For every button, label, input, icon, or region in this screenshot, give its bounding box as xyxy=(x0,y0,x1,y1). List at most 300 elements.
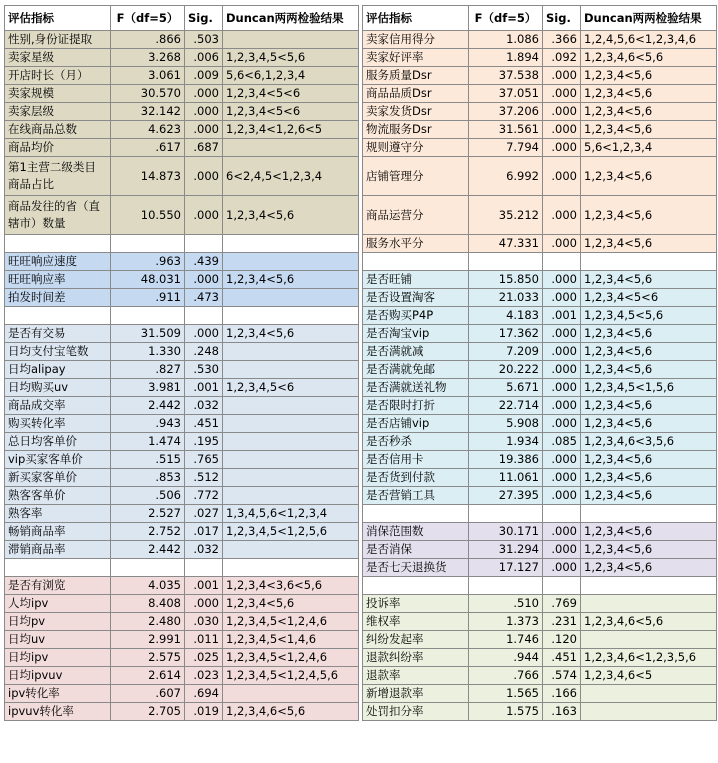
table-row xyxy=(5,31,359,49)
sig-value-cell: .085 xyxy=(543,433,581,451)
table-row xyxy=(5,415,359,433)
header-f: F（df=5） xyxy=(111,6,185,31)
f-value-cell: 3.268 xyxy=(111,49,185,67)
indicator-cell: 卖家星级 xyxy=(5,49,111,67)
table-row xyxy=(363,121,717,139)
table-row xyxy=(363,325,717,343)
duncan-result-cell: 1,2,3,4<5,6 xyxy=(581,157,717,196)
sig-value-cell: .006 xyxy=(185,49,223,67)
indicator-cell: 日均ipv xyxy=(5,649,111,667)
f-value-cell: 48.031 xyxy=(111,271,185,289)
f-value-cell: .506 xyxy=(111,487,185,505)
sig-value-cell: .000 xyxy=(543,157,581,196)
duncan-result-cell xyxy=(223,451,359,469)
duncan-result-cell: 1,2,3,4<5,6 xyxy=(581,469,717,487)
duncan-result-cell: 1,2,3,4,5<1,2,5,6 xyxy=(223,523,359,541)
table-row xyxy=(363,85,717,103)
right-header-row xyxy=(363,6,717,31)
sig-value-cell: .000 xyxy=(543,85,581,103)
indicator-cell: 卖家规模 xyxy=(5,85,111,103)
table-row xyxy=(5,103,359,121)
header-sig: Sig. xyxy=(543,6,581,31)
f-value-cell: 1.746 xyxy=(469,631,543,649)
f-value-cell: 1.934 xyxy=(469,433,543,451)
table-row xyxy=(363,67,717,85)
indicator-cell: 是否有交易 xyxy=(5,325,111,343)
f-value-cell: 2.575 xyxy=(111,649,185,667)
table-row xyxy=(5,121,359,139)
indicator-cell: 商品均价 xyxy=(5,139,111,157)
sig-value-cell: .000 xyxy=(543,196,581,235)
duncan-result-cell: 1,2,3,4,5<5,6 xyxy=(223,49,359,67)
duncan-result-cell: 1,2,3,4,5<6 xyxy=(223,379,359,397)
duncan-result-cell xyxy=(223,415,359,433)
f-value-cell: .944 xyxy=(469,649,543,667)
duncan-result-cell: 1,2,3,4,6<5,6 xyxy=(581,613,717,631)
f-value-cell: 1.330 xyxy=(111,343,185,361)
indicator-cell: 新买家客单价 xyxy=(5,469,111,487)
table-row xyxy=(363,31,717,49)
indicator-cell: 是否限时打折 xyxy=(363,397,469,415)
header-duncan: Duncan两两检验结果 xyxy=(581,6,717,31)
sig-value-cell: .769 xyxy=(543,595,581,613)
table-row xyxy=(363,451,717,469)
f-value-cell: 5.908 xyxy=(469,415,543,433)
header-f: F（df=5） xyxy=(469,6,543,31)
f-value-cell: .943 xyxy=(111,415,185,433)
indicator-cell: 是否消保 xyxy=(363,541,469,559)
sig-value-cell: .000 xyxy=(185,85,223,103)
indicator-cell: 人均ipv xyxy=(5,595,111,613)
indicator-cell: 服务水平分 xyxy=(363,235,469,253)
duncan-result-cell xyxy=(223,361,359,379)
duncan-result-cell xyxy=(223,487,359,505)
spacer-cell xyxy=(363,505,469,523)
f-value-cell: .853 xyxy=(111,469,185,487)
sig-value-cell: .023 xyxy=(185,667,223,685)
sig-value-cell: .000 xyxy=(185,271,223,289)
table-row xyxy=(5,157,359,196)
f-value-cell: .510 xyxy=(469,595,543,613)
table-row xyxy=(5,523,359,541)
duncan-result-cell: 1,2,3,4,5<1,2,4,5,6 xyxy=(223,667,359,685)
sig-value-cell: .451 xyxy=(185,415,223,433)
table-row xyxy=(5,541,359,559)
indicator-cell: 是否设置淘客 xyxy=(363,289,469,307)
spacer-row xyxy=(5,307,359,325)
sig-value-cell: .166 xyxy=(543,685,581,703)
duncan-result-cell xyxy=(581,703,717,721)
duncan-result-cell: 1,2,3,4<5<6 xyxy=(223,103,359,121)
duncan-result-cell: 1,2,3,4<5<6 xyxy=(581,289,717,307)
duncan-result-cell: 1,2,3,4<5,6 xyxy=(581,397,717,415)
duncan-result-cell xyxy=(223,685,359,703)
table-row xyxy=(363,235,717,253)
f-value-cell: 7.794 xyxy=(469,139,543,157)
f-value-cell: 2.752 xyxy=(111,523,185,541)
duncan-result-cell: 1,2,3,4<5,6 xyxy=(581,523,717,541)
table-row xyxy=(5,577,359,595)
duncan-result-cell: 1,2,3,4<1,2,6<5 xyxy=(223,121,359,139)
table-row xyxy=(5,667,359,685)
sig-value-cell: .000 xyxy=(185,325,223,343)
sig-value-cell: .000 xyxy=(543,67,581,85)
duncan-result-cell: 1,2,3,4,5<1,2,4,6 xyxy=(223,649,359,667)
header-sig: Sig. xyxy=(185,6,223,31)
indicator-cell: 滞销商品率 xyxy=(5,541,111,559)
duncan-result-cell: 1,2,3,4<5,6 xyxy=(581,451,717,469)
table-row xyxy=(363,289,717,307)
sig-value-cell: .032 xyxy=(185,541,223,559)
f-value-cell: 3.981 xyxy=(111,379,185,397)
sig-value-cell: .473 xyxy=(185,289,223,307)
f-value-cell: 2.480 xyxy=(111,613,185,631)
table-row xyxy=(363,196,717,235)
sig-value-cell: .000 xyxy=(543,541,581,559)
duncan-result-cell: 1,2,3,4<5,6 xyxy=(223,325,359,343)
sig-value-cell: .366 xyxy=(543,31,581,49)
sig-value-cell: .000 xyxy=(543,139,581,157)
duncan-result-cell: 1,2,3,4,6<5,6 xyxy=(223,703,359,721)
sig-value-cell: .439 xyxy=(185,253,223,271)
duncan-result-cell: 1,2,3,4<3,6<5,6 xyxy=(223,577,359,595)
table-row xyxy=(5,487,359,505)
spacer-cell xyxy=(5,559,111,577)
sig-value-cell: .772 xyxy=(185,487,223,505)
f-value-cell: 17.362 xyxy=(469,325,543,343)
duncan-result-cell: 1,2,3,4,5<1,2,4,6 xyxy=(223,613,359,631)
indicator-cell: 是否营销工具 xyxy=(363,487,469,505)
sig-value-cell: .000 xyxy=(185,595,223,613)
table-row xyxy=(363,415,717,433)
spacer-cell xyxy=(185,235,223,253)
duncan-result-cell xyxy=(223,289,359,307)
sig-value-cell: .000 xyxy=(185,121,223,139)
indicator-cell: 是否淘宝vip xyxy=(363,325,469,343)
indicator-cell: 开店时长（月） xyxy=(5,67,111,85)
duncan-result-cell: 1,2,3,4,5<5,6 xyxy=(581,307,717,325)
table-row xyxy=(5,289,359,307)
table-row xyxy=(363,307,717,325)
indicator-cell: ipvuv转化率 xyxy=(5,703,111,721)
sig-value-cell: .000 xyxy=(543,121,581,139)
sig-value-cell: .000 xyxy=(185,103,223,121)
spacer-cell xyxy=(543,577,581,595)
duncan-result-cell: 1,2,3,4<5,6 xyxy=(581,85,717,103)
indicator-cell: 日均pv xyxy=(5,613,111,631)
sig-value-cell: .032 xyxy=(185,397,223,415)
duncan-result-cell: 1,2,3,4,6<5,6 xyxy=(581,49,717,67)
f-value-cell: 30.171 xyxy=(469,523,543,541)
table-row xyxy=(5,451,359,469)
duncan-result-cell: 5,6<1,2,3,4 xyxy=(581,139,717,157)
table-row xyxy=(5,433,359,451)
table-row xyxy=(5,196,359,235)
indicator-cell: 投诉率 xyxy=(363,595,469,613)
indicator-cell: 畅销商品率 xyxy=(5,523,111,541)
indicator-cell: 第1主营二级类目商品占比 xyxy=(5,157,111,196)
indicator-cell: 日均购买uv xyxy=(5,379,111,397)
spacer-cell xyxy=(543,253,581,271)
f-value-cell: .766 xyxy=(469,667,543,685)
f-value-cell: .515 xyxy=(111,451,185,469)
indicator-cell: 是否满就送礼物 xyxy=(363,379,469,397)
f-value-cell: 4.183 xyxy=(469,307,543,325)
sig-value-cell: .001 xyxy=(185,379,223,397)
sig-value-cell: .000 xyxy=(185,157,223,196)
table-row xyxy=(5,613,359,631)
f-value-cell: 2.991 xyxy=(111,631,185,649)
f-value-cell: 10.550 xyxy=(111,196,185,235)
table-row xyxy=(363,649,717,667)
duncan-result-cell: 5,6<6,1,2,3,4 xyxy=(223,67,359,85)
table-row xyxy=(363,613,717,631)
sig-value-cell: .017 xyxy=(185,523,223,541)
indicator-cell: 商品发往的省（直辖市）数量 xyxy=(5,196,111,235)
sig-value-cell: .451 xyxy=(543,649,581,667)
f-value-cell: 7.209 xyxy=(469,343,543,361)
sig-value-cell: .000 xyxy=(543,559,581,577)
duncan-result-cell: 1,2,3,4<5,6 xyxy=(581,541,717,559)
sig-value-cell: .248 xyxy=(185,343,223,361)
f-value-cell: 20.222 xyxy=(469,361,543,379)
table-row xyxy=(5,595,359,613)
duncan-result-cell xyxy=(223,253,359,271)
f-value-cell: 3.061 xyxy=(111,67,185,85)
duncan-result-cell xyxy=(581,595,717,613)
table-row xyxy=(5,505,359,523)
duncan-result-cell xyxy=(223,469,359,487)
indicator-cell: 退款率 xyxy=(363,667,469,685)
table-row xyxy=(5,271,359,289)
sig-value-cell: .000 xyxy=(185,196,223,235)
f-value-cell: .607 xyxy=(111,685,185,703)
duncan-result-cell xyxy=(223,31,359,49)
f-value-cell: .617 xyxy=(111,139,185,157)
sig-value-cell: .231 xyxy=(543,613,581,631)
sig-value-cell: .011 xyxy=(185,631,223,649)
spacer-cell xyxy=(5,307,111,325)
f-value-cell: 30.570 xyxy=(111,85,185,103)
f-value-cell: 6.992 xyxy=(469,157,543,196)
sig-value-cell: .001 xyxy=(185,577,223,595)
duncan-result-cell xyxy=(581,685,717,703)
f-value-cell: 8.408 xyxy=(111,595,185,613)
indicator-cell: 消保范围数 xyxy=(363,523,469,541)
left-stats-table xyxy=(4,5,359,721)
sig-value-cell: .000 xyxy=(543,361,581,379)
indicator-cell: 是否旺铺 xyxy=(363,271,469,289)
sig-value-cell: .000 xyxy=(543,235,581,253)
f-value-cell: .827 xyxy=(111,361,185,379)
indicator-cell: 服务质量Dsr xyxy=(363,67,469,85)
f-value-cell: 1.086 xyxy=(469,31,543,49)
spacer-cell xyxy=(543,505,581,523)
duncan-result-cell: 1,2,3,4<5,6 xyxy=(581,235,717,253)
table-row xyxy=(363,343,717,361)
right-stats-table xyxy=(362,5,717,721)
table-row xyxy=(363,361,717,379)
duncan-result-cell xyxy=(223,343,359,361)
spacer-cell xyxy=(223,307,359,325)
duncan-result-cell: 1,2,4,5,6<1,2,3,4,6 xyxy=(581,31,717,49)
indicator-cell: 性别,身份证提取 xyxy=(5,31,111,49)
spacer-cell xyxy=(5,235,111,253)
f-value-cell: 2.527 xyxy=(111,505,185,523)
table-row xyxy=(363,559,717,577)
table-row xyxy=(363,685,717,703)
sig-value-cell: .512 xyxy=(185,469,223,487)
f-value-cell: 21.033 xyxy=(469,289,543,307)
indicator-cell: 卖家发货Dsr xyxy=(363,103,469,121)
sig-value-cell: .503 xyxy=(185,31,223,49)
table-row xyxy=(5,85,359,103)
table-row xyxy=(363,49,717,67)
duncan-result-cell: 1,2,3,4<5,6 xyxy=(223,196,359,235)
f-value-cell: 31.509 xyxy=(111,325,185,343)
duncan-result-cell xyxy=(223,397,359,415)
spacer-row xyxy=(5,559,359,577)
table-row xyxy=(363,103,717,121)
duncan-result-cell: 1,3,4,5,6<1,2,3,4 xyxy=(223,505,359,523)
indicator-cell: 日均支付宝笔数 xyxy=(5,343,111,361)
spacer-cell xyxy=(581,505,717,523)
duncan-result-cell: 1,2,3,4<5,6 xyxy=(581,67,717,85)
indicator-cell: 规则遵守分 xyxy=(363,139,469,157)
table-row xyxy=(5,631,359,649)
sig-value-cell: .001 xyxy=(543,307,581,325)
f-value-cell: 11.061 xyxy=(469,469,543,487)
table-row xyxy=(5,379,359,397)
sig-value-cell: .027 xyxy=(185,505,223,523)
indicator-cell: 是否七天退换货 xyxy=(363,559,469,577)
f-value-cell: 37.206 xyxy=(469,103,543,121)
indicator-cell: 维权率 xyxy=(363,613,469,631)
f-value-cell: .963 xyxy=(111,253,185,271)
sig-value-cell: .000 xyxy=(543,325,581,343)
table-row xyxy=(5,649,359,667)
duncan-result-cell: 1,2,3,4<5,6 xyxy=(581,121,717,139)
sig-value-cell: .000 xyxy=(543,343,581,361)
spacer-cell xyxy=(185,559,223,577)
indicator-cell: 物流服务Dsr xyxy=(363,121,469,139)
header-indicator: 评估指标 xyxy=(5,6,111,31)
header-duncan: Duncan两两检验结果 xyxy=(223,6,359,31)
sig-value-cell: .000 xyxy=(543,469,581,487)
table-row xyxy=(5,67,359,85)
table-row xyxy=(5,469,359,487)
table-row xyxy=(363,397,717,415)
duncan-result-cell xyxy=(223,433,359,451)
spacer-cell xyxy=(223,559,359,577)
indicator-cell: 商品成交率 xyxy=(5,397,111,415)
duncan-result-cell: 1,2,3,4,6<1,2,3,5,6 xyxy=(581,649,717,667)
indicator-cell: 卖家信用得分 xyxy=(363,31,469,49)
duncan-result-cell: 1,2,3,4<5,6 xyxy=(581,487,717,505)
indicator-cell: 是否满就减 xyxy=(363,343,469,361)
sig-value-cell: .009 xyxy=(185,67,223,85)
f-value-cell: 1.565 xyxy=(469,685,543,703)
sig-value-cell: .000 xyxy=(543,289,581,307)
duncan-result-cell: 1,2,3,4<5<6 xyxy=(223,85,359,103)
sig-value-cell: .092 xyxy=(543,49,581,67)
duncan-result-cell: 1,2,3,4<5,6 xyxy=(581,361,717,379)
duncan-result-cell: 6<2,4,5<1,2,3,4 xyxy=(223,157,359,196)
f-value-cell: .911 xyxy=(111,289,185,307)
spacer-cell xyxy=(185,307,223,325)
table-row xyxy=(363,271,717,289)
duncan-result-cell: 1,2,3,4<5,6 xyxy=(581,343,717,361)
indicator-cell: 卖家层级 xyxy=(5,103,111,121)
table-row xyxy=(363,631,717,649)
f-value-cell: 4.035 xyxy=(111,577,185,595)
indicator-cell: 拍发时间差 xyxy=(5,289,111,307)
f-value-cell: 2.442 xyxy=(111,541,185,559)
spacer-cell xyxy=(581,577,717,595)
indicator-cell: 是否购买P4P xyxy=(363,307,469,325)
duncan-result-cell: 1,2,3,4<5,6 xyxy=(581,196,717,235)
indicator-cell: 购买转化率 xyxy=(5,415,111,433)
sig-value-cell: .574 xyxy=(543,667,581,685)
indicator-cell: 是否秒杀 xyxy=(363,433,469,451)
duncan-result-cell: 1,2,3,4,5<1,4,6 xyxy=(223,631,359,649)
sig-value-cell: .765 xyxy=(185,451,223,469)
sig-value-cell: .000 xyxy=(543,379,581,397)
indicator-cell: 旺旺响应速度 xyxy=(5,253,111,271)
table-row xyxy=(363,595,717,613)
indicator-cell: 旺旺响应率 xyxy=(5,271,111,289)
duncan-result-cell: 1,2,3,4<5,6 xyxy=(581,325,717,343)
spacer-cell xyxy=(469,505,543,523)
spacer-cell xyxy=(223,235,359,253)
f-value-cell: 5.671 xyxy=(469,379,543,397)
f-value-cell: 19.386 xyxy=(469,451,543,469)
sig-value-cell: .000 xyxy=(543,271,581,289)
spacer-cell xyxy=(111,307,185,325)
left-header-row xyxy=(5,6,359,31)
sig-value-cell: .530 xyxy=(185,361,223,379)
indicator-cell: 纠纷发起率 xyxy=(363,631,469,649)
table-row xyxy=(5,397,359,415)
sig-value-cell: .000 xyxy=(543,415,581,433)
indicator-cell: 是否店铺vip xyxy=(363,415,469,433)
table-row xyxy=(5,703,359,721)
duncan-result-cell: 1,2,3,4<5,6 xyxy=(581,103,717,121)
table-row xyxy=(5,325,359,343)
f-value-cell: 17.127 xyxy=(469,559,543,577)
table-row xyxy=(363,523,717,541)
table-row xyxy=(5,49,359,67)
indicator-cell: 卖家好评率 xyxy=(363,49,469,67)
table-row xyxy=(5,685,359,703)
duncan-result-cell xyxy=(581,631,717,649)
indicator-cell: 日均alipay xyxy=(5,361,111,379)
table-row xyxy=(363,139,717,157)
f-value-cell: 31.294 xyxy=(469,541,543,559)
duncan-result-cell: 1,2,3,4<5,6 xyxy=(223,595,359,613)
table-row xyxy=(5,139,359,157)
indicator-cell: 在线商品总数 xyxy=(5,121,111,139)
f-value-cell: 35.212 xyxy=(469,196,543,235)
duncan-result-cell: 1,2,3,4,6<3,5,6 xyxy=(581,433,717,451)
sig-value-cell: .000 xyxy=(543,523,581,541)
f-value-cell: 22.714 xyxy=(469,397,543,415)
sig-value-cell: .000 xyxy=(543,451,581,469)
f-value-cell: 2.705 xyxy=(111,703,185,721)
duncan-result-cell xyxy=(223,139,359,157)
sig-value-cell: .687 xyxy=(185,139,223,157)
table-row xyxy=(363,487,717,505)
